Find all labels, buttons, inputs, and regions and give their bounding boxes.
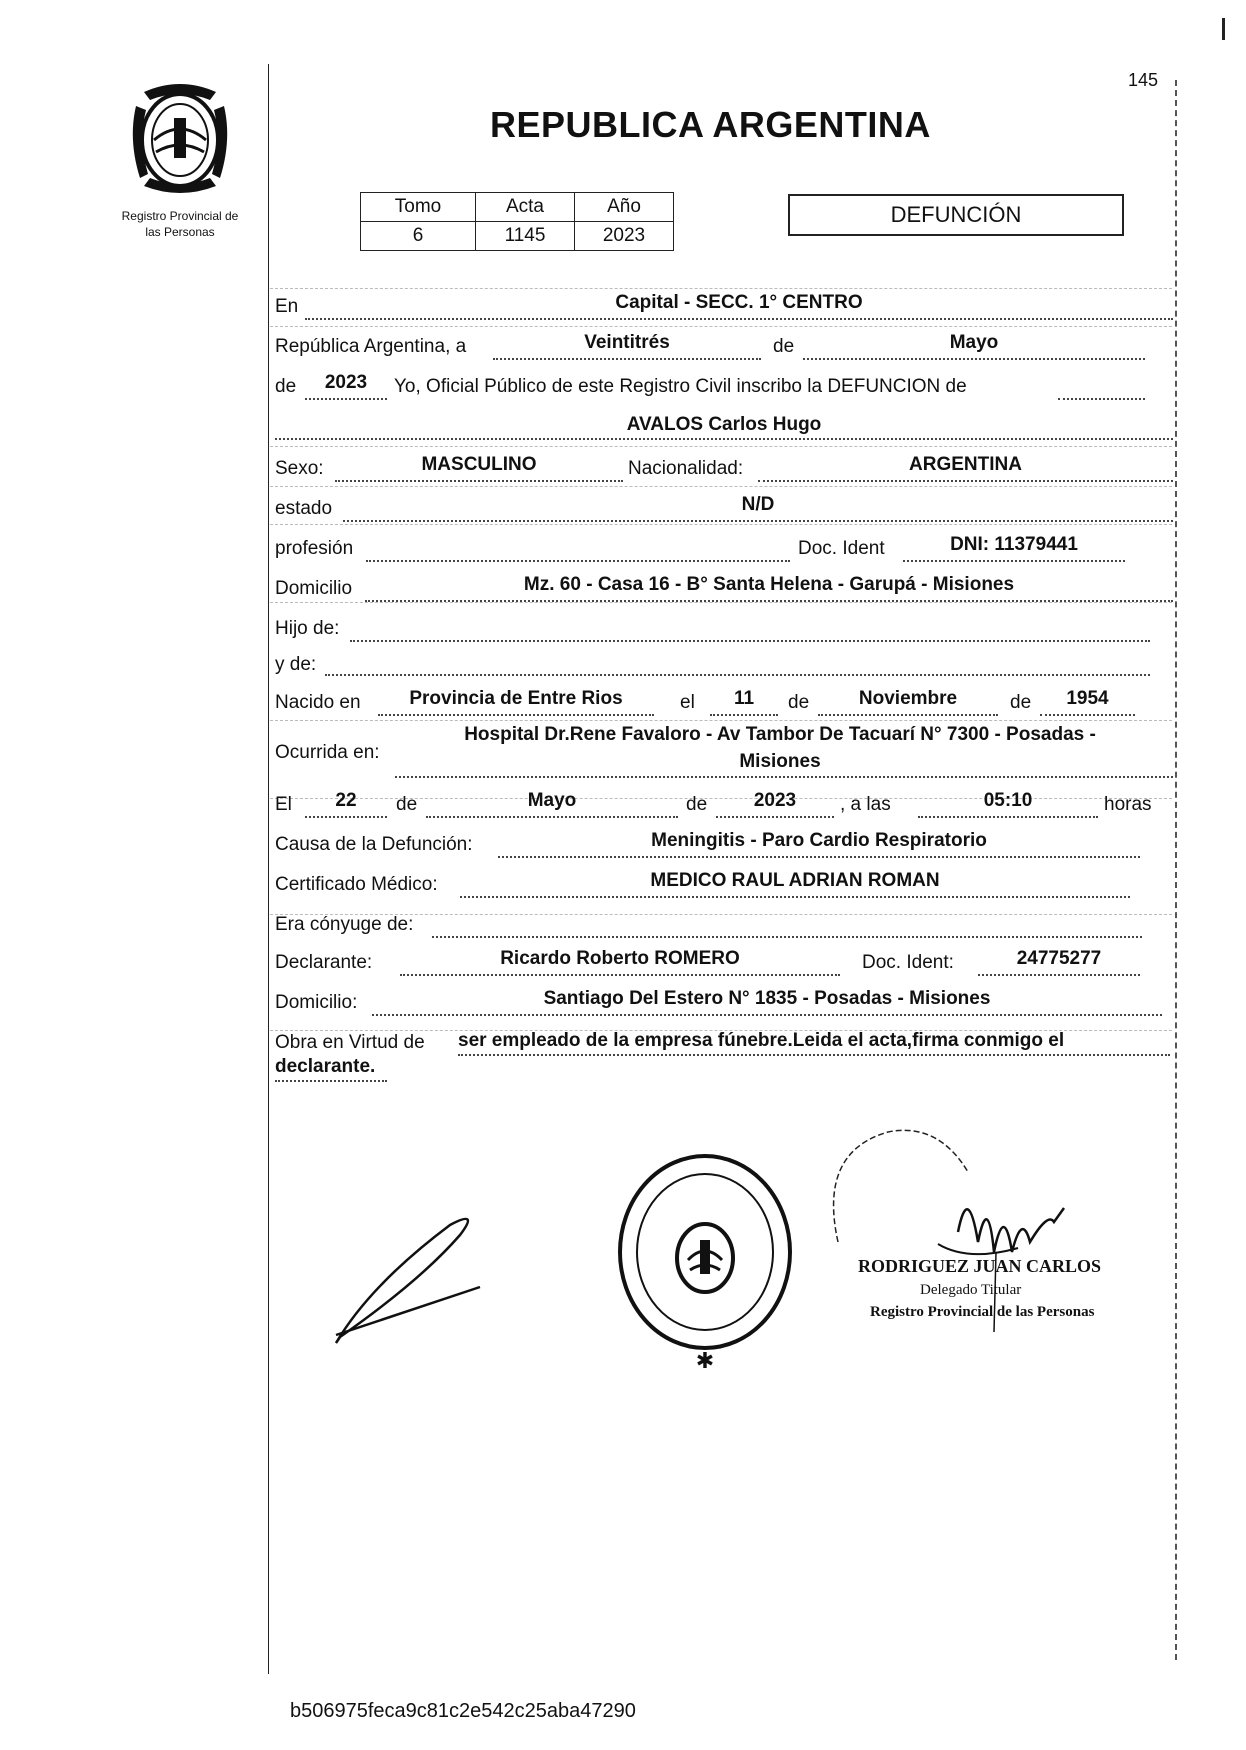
record-table [360, 192, 674, 251]
dotted-line [1058, 398, 1145, 400]
official-round-seal-icon [612, 1142, 798, 1374]
value-nacionalidad: ARGENTINA [909, 454, 1022, 475]
value-anio: 2023 [324, 372, 368, 393]
label-horas: horas [1104, 794, 1152, 815]
value-nombre: AVALOS Carlos Hugo [626, 414, 822, 435]
value-mes-nacimiento: Noviembre [858, 688, 958, 709]
row-separator [270, 446, 1172, 447]
value-certificado: MEDICO RAUL ADRIAN ROMAN [650, 870, 940, 891]
value-obra-linea1: ser empleado de la empresa fúnebre.Leida el acta,firma conmigo el [458, 1030, 1065, 1051]
label-ocurrida-en: Ocurrida en: [275, 742, 380, 763]
dotted-line [458, 1054, 1170, 1056]
label-nacido-en: Nacido en [275, 692, 361, 713]
value-dia-nacimiento: 11 [733, 688, 755, 709]
label-en: En [275, 296, 299, 317]
dotted-line [343, 520, 1173, 522]
dotted-line [275, 438, 1173, 440]
label-domicilio-declarante: Domicilio: [275, 992, 358, 1013]
dotted-line [275, 1080, 387, 1082]
registry-name-line1: Registro Provincial de [121, 209, 239, 223]
label-profesion: profesión [275, 538, 354, 559]
official-position: Delegado Titular [920, 1282, 1022, 1298]
dotted-line [1040, 714, 1135, 716]
label-el: el [680, 692, 695, 713]
row-separator [270, 288, 1172, 289]
dotted-line [758, 480, 1173, 482]
row-separator [270, 326, 1172, 327]
label-certificado: Certificado Médico: [275, 874, 438, 895]
value-declarante: Ricardo Roberto ROMERO [500, 948, 740, 969]
official-name: RODRIGUEZ JUAN CARLOS [858, 1256, 1102, 1276]
label-domicilio: Domicilio [275, 578, 353, 599]
dotted-line [716, 816, 834, 818]
registry-name [100, 208, 260, 240]
value-ocurrida-linea1: Hospital Dr.Rene Favaloro - Av Tambor De Tacuarí N° 7300 - Posadas - [464, 724, 1096, 745]
label-de: de [686, 794, 708, 815]
page-title: REPUBLICA ARGENTINA [490, 104, 931, 145]
value-mes: Mayo [949, 332, 999, 353]
misiones-coat-of-arms-icon [120, 78, 240, 200]
value-doc-ident: DNI: 11379441 [950, 534, 1078, 555]
dotted-line [305, 318, 1173, 320]
label-conyuge: Era cónyuge de: [275, 914, 414, 935]
row-separator [270, 720, 1172, 721]
value-anio-defuncion: 2023 [753, 790, 797, 811]
declarant-signature-icon [330, 1215, 490, 1350]
label-estado: estado [275, 498, 333, 519]
label-de: de [773, 336, 795, 357]
label-sexo: Sexo: [275, 458, 324, 479]
value-hora: 05:10 [983, 790, 1033, 811]
dotted-line [918, 816, 1098, 818]
value-domicilio-declarante: Santiago Del Estero N° 1835 - Posadas - Misiones [543, 988, 991, 1009]
row-separator [270, 602, 1172, 603]
right-margin-line [1175, 80, 1177, 1660]
value-lugar-nacimiento: Provincia de Entre Rios [409, 688, 623, 709]
label-causa: Causa de la Defunción: [275, 834, 473, 855]
value-doc-ident-declarante: 24775277 [1016, 948, 1102, 969]
value-dia: Veintitrés [584, 332, 670, 353]
inscription-text: Yo, Oficial Público de este Registro Civil inscribo la DEFUNCION de [394, 376, 967, 397]
value-ano: 2023 [575, 222, 674, 251]
value-tomo: 6 [361, 222, 476, 251]
value-obra-linea2: declarante. [275, 1056, 376, 1077]
value-estado: N/D [741, 494, 775, 515]
document-hash: b506975feca9c81c2e542c25aba47290 [290, 1700, 636, 1722]
dotted-line [395, 776, 1173, 778]
dotted-line [378, 714, 654, 716]
label-obra-en-virtud: Obra en Virtud de [275, 1032, 425, 1053]
official-office: Registro Provincial de las Personas [870, 1304, 1095, 1320]
dotted-line [325, 674, 1150, 676]
dotted-line [305, 398, 387, 400]
dotted-line [978, 974, 1140, 976]
dotted-line [903, 560, 1125, 562]
label-hijo-de: Hijo de: [275, 618, 340, 639]
record-type-box: DEFUNCIÓN [788, 194, 1124, 236]
label-el: El [275, 794, 292, 815]
page-number: 145 [1128, 70, 1159, 90]
dotted-line [818, 714, 998, 716]
label-doc-ident-declarante: Doc. Ident: [862, 952, 954, 973]
registry-name-line2: las Personas [145, 225, 215, 239]
label-doc-ident: Doc. Ident [798, 538, 885, 559]
value-dia-defuncion: 22 [335, 790, 357, 811]
header-ano: Año [575, 193, 674, 222]
header-acta: Acta [476, 193, 575, 222]
dotted-line [400, 974, 840, 976]
header-tomo: Tomo [361, 193, 476, 222]
dotted-line [460, 896, 1130, 898]
value-lugar: Capital - SECC. 1° CENTRO [615, 292, 863, 313]
svg-text:✱: ✱ [695, 1348, 715, 1373]
dotted-line [498, 856, 1140, 858]
label-fecha: República Argentina, a [275, 336, 467, 357]
label-a-las: , a las [840, 794, 891, 815]
label-de: de [1010, 692, 1032, 713]
value-ocurrida-linea2: Misiones [739, 751, 821, 772]
left-margin-line [268, 64, 269, 1674]
dotted-line [710, 714, 778, 716]
value-mes-defuncion: Mayo [527, 790, 577, 811]
dotted-line [366, 560, 790, 562]
value-acta: 1145 [476, 222, 575, 251]
label-de: de [788, 692, 810, 713]
label-declarante: Declarante: [275, 952, 373, 973]
value-anio-nacimiento: 1954 [1066, 688, 1109, 709]
dotted-line [350, 640, 1150, 642]
value-sexo: MASCULINO [421, 454, 537, 475]
dotted-line [432, 936, 1142, 938]
dotted-line [372, 1014, 1162, 1016]
label-de-year: de [275, 376, 297, 397]
label-nacionalidad: Nacionalidad: [628, 458, 744, 479]
dotted-line [426, 816, 678, 818]
corner-mark [1222, 18, 1225, 40]
row-separator [270, 486, 1172, 487]
label-y-de: y de: [275, 654, 317, 675]
value-domicilio: Mz. 60 - Casa 16 - B° Santa Helena - Garupá - Misiones [523, 574, 1015, 595]
dotted-line [335, 480, 623, 482]
dotted-line [365, 600, 1173, 602]
value-causa: Meningitis - Paro Cardio Respiratorio [651, 830, 987, 851]
dotted-line [305, 816, 387, 818]
dotted-line [493, 358, 761, 360]
dotted-line [803, 358, 1145, 360]
label-de: de [396, 794, 418, 815]
row-separator [270, 524, 1172, 525]
